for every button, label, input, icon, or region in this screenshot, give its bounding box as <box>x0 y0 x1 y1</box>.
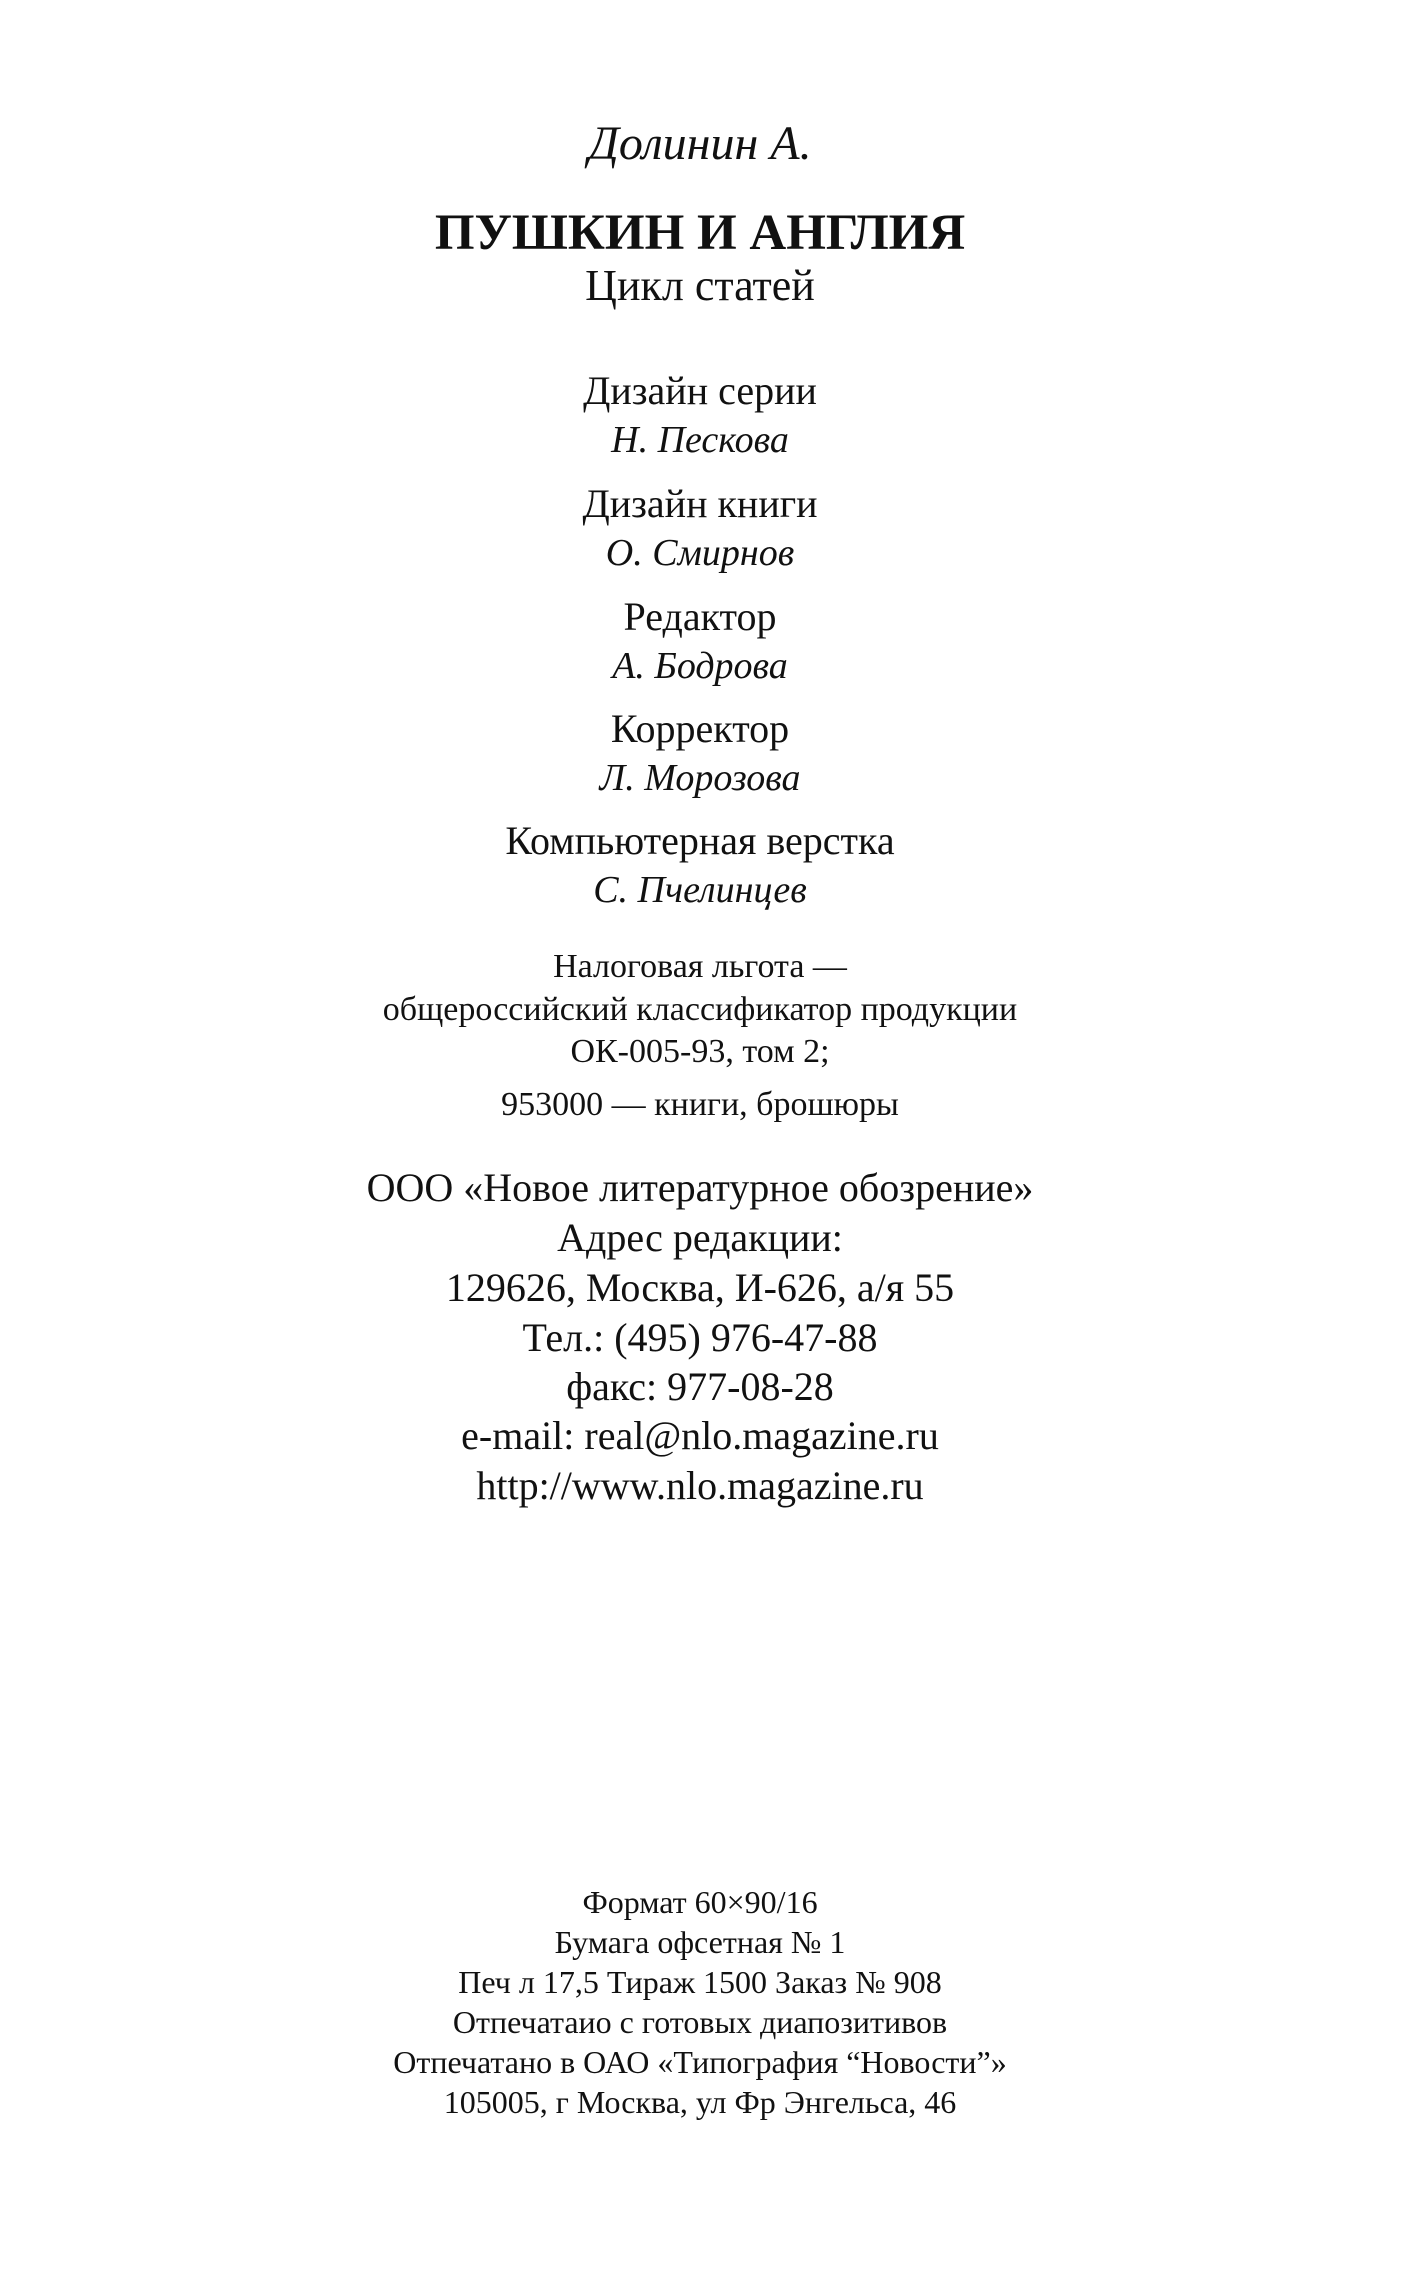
publisher-name: ООО «Новое литературное обозрение» <box>366 1165 1034 1210</box>
publisher-email: e-mail: real@nlo.magazine.ru <box>461 1413 939 1458</box>
credit-name-proofreader: Л. Морозова <box>599 757 801 799</box>
imprint-paper: Бумага офсетная № 1 <box>554 1924 846 1960</box>
publisher-url: http://www.nlo.magazine.ru <box>476 1463 924 1508</box>
imprint-printer-address: 105005, г Москва, ул Фр Энгельса, 46 <box>443 2084 957 2120</box>
publisher-fax: факс: 977-08-28 <box>566 1364 834 1409</box>
publisher-address-label: Адрес редакции: <box>557 1215 843 1260</box>
imprint-printer: Отпечатано в ОАО «Типография “Новости”» <box>393 2044 1007 2080</box>
credit-role-layout: Компьютерная верстка <box>505 818 895 863</box>
credit-role-editor: Редактор <box>623 594 777 639</box>
credit-name-book-design: О. Смирнов <box>605 532 795 574</box>
imprint-format: Формат 60×90/16 <box>582 1884 818 1920</box>
credit-name-layout: С. Пчелинцев <box>593 869 807 911</box>
credit-role-proofreader: Корректор <box>610 706 790 751</box>
credit-name-editor: А. Бодрова <box>612 645 788 687</box>
tax-line-1: Налоговая льгота — <box>553 948 847 985</box>
publisher-phone: Тел.: (495) 976-47-88 <box>522 1315 878 1360</box>
imprint-print-info: Печ л 17,5 Тираж 1500 Заказ № 908 <box>458 1964 942 2000</box>
author-name: Долинин А. <box>588 117 812 170</box>
imprint-printed-from: Отпечатаио с готовых диапозитивов <box>452 2004 948 2040</box>
tax-line-4: 953000 — книги, брошюры <box>501 1086 899 1123</box>
book-title: ПУШКИН И АНГЛИЯ <box>434 205 966 261</box>
credit-role-series-design: Дизайн серии <box>583 368 817 413</box>
tax-line-2: общероссийский классификатор продукции <box>382 991 1018 1028</box>
credit-role-book-design: Дизайн книги <box>582 481 818 526</box>
credit-name-series-design: Н. Пескова <box>611 419 789 461</box>
publisher-address: 129626, Москва, И-626, а/я 55 <box>445 1265 955 1310</box>
tax-line-3: ОК-005-93, том 2; <box>570 1033 830 1070</box>
book-subtitle: Цикл статей <box>585 261 815 310</box>
